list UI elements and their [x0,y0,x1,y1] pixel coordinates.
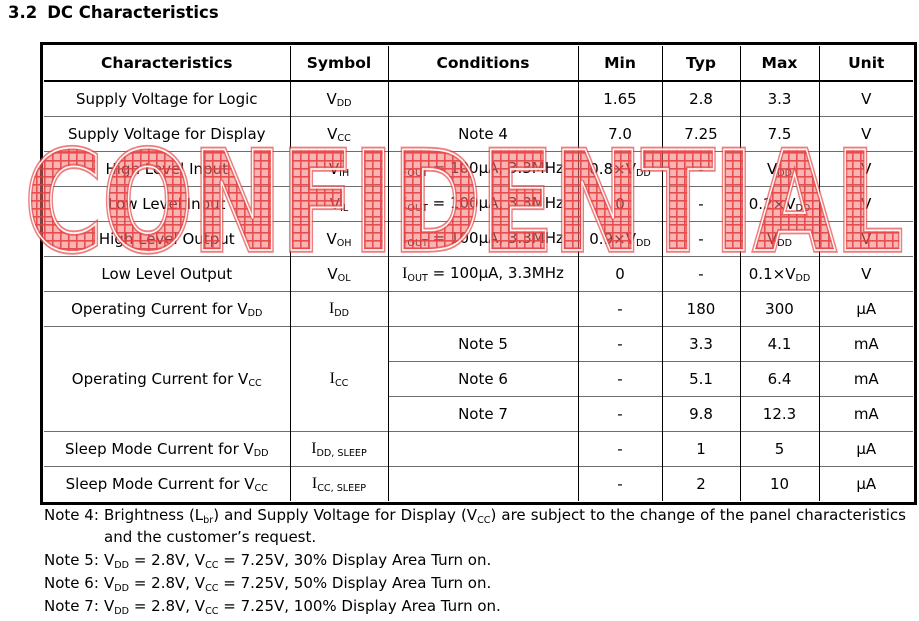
cell-unit: mA [819,396,913,431]
cell-symbol: $I_{DD, SLEEP}$ [290,431,388,466]
cell-min: - [578,361,662,396]
table-row [44,466,913,501]
note-item-5 [40,549,906,571]
cell-symbol: $I_{CC}$ [290,326,388,431]
cell-conditions: Note 7 [388,396,578,431]
section-number: 3.2 [8,3,38,22]
cell-conditions [388,291,578,326]
note-label: Note 7: [44,597,99,615]
cell-unit: V [819,81,913,116]
section-title [8,3,219,22]
cell-typ: - [662,151,740,186]
table-row [44,326,913,361]
table-row [44,81,913,116]
cell-unit: V [819,186,913,221]
cell-typ: 180 [662,291,740,326]
dc-characteristics-table-frame [40,42,917,505]
cell-typ: - [662,186,740,221]
cell-typ: - [662,256,740,291]
col-header-max: Max [740,46,819,81]
note-text: $V_{DD} = 2.8V$, $V_{CC} = 7.25V$, 30% Display Area Turn on. [104,551,492,571]
cell-conditions: $I_{OUT} = 100\mu A$, 3.3MHz [388,151,578,186]
table-row [44,186,913,221]
notes-section [40,504,906,618]
table-row [44,151,913,186]
cell-characteristics: Operating Current for $V_{DD}$ [44,291,290,326]
cell-max: 4.1 [740,326,819,361]
col-header-characteristics: Characteristics [44,46,290,81]
cell-characteristics: Low Level Input [44,186,290,221]
cell-conditions: Note 5 [388,326,578,361]
cell-unit: V [819,151,913,186]
cell-characteristics: Sleep Mode Current for $V_{DD}$ [44,431,290,466]
cell-conditions: $I_{OUT} = 100\mu A$, 3.3MHz [388,186,578,221]
cell-typ: 2.8 [662,81,740,116]
cell-min: 7.0 [578,116,662,151]
note-label: Note 5: [44,551,99,569]
cell-min: $0.9\times V_{DD}$ [578,221,662,256]
cell-symbol: $V_{CC}$ [290,116,388,151]
cell-unit: mA [819,361,913,396]
cell-symbol: $V_{IL}$ [290,186,388,221]
cell-unit: V [819,116,913,151]
table-row [44,431,913,466]
cell-characteristics: Supply Voltage for Display [44,116,290,151]
cell-symbol: $V_{IH}$ [290,151,388,186]
cell-max: 10 [740,466,819,501]
cell-unit: µA [819,466,913,501]
cell-typ: - [662,221,740,256]
header-row [44,46,913,81]
cell-typ: 7.25 [662,116,740,151]
cell-unit: V [819,256,913,291]
cell-max: 5 [740,431,819,466]
note-item-7 [40,595,906,617]
cell-conditions: Note 4 [388,116,578,151]
cell-max: $0.1\times V_{DD}$ [740,256,819,291]
cell-typ: 2 [662,466,740,501]
table-row [44,221,913,256]
cell-min: 1.65 [578,81,662,116]
cell-max: 300 [740,291,819,326]
cell-characteristics: Supply Voltage for Logic [44,81,290,116]
cell-typ: 3.3 [662,326,740,361]
col-header-unit: Unit [819,46,913,81]
cell-characteristics: High Level Input [44,151,290,186]
note-label: Note 4: [44,506,99,524]
cell-typ: 5.1 [662,361,740,396]
cell-max: 7.5 [740,116,819,151]
col-header-min: Min [578,46,662,81]
note-text: $V_{DD} = 2.8V$, $V_{CC} = 7.25V$, 50% Display Area Turn on. [104,574,492,594]
note-item-6 [40,572,906,594]
cell-conditions [388,431,578,466]
cell-unit: V [819,221,913,256]
note-text: $V_{DD} = 2.8V$, $V_{CC} = 7.25V$, 100% Display Area Turn on. [104,597,501,617]
cell-min: - [578,396,662,431]
cell-conditions: Note 6 [388,361,578,396]
cell-max: $V_{DD}$ [740,151,819,186]
dc-characteristics-table [44,46,913,501]
cell-unit: µA [819,291,913,326]
cell-symbol: $V_{OH}$ [290,221,388,256]
cell-max: 3.3 [740,81,819,116]
cell-max: 6.4 [740,361,819,396]
cell-characteristics: High Level Output [44,221,290,256]
cell-conditions: $I_{OUT} = 100\mu A$, 3.3MHz [388,221,578,256]
table-row [44,291,913,326]
cell-max: $V_{DD}$ [740,221,819,256]
cell-unit: µA [819,431,913,466]
cell-max: 12.3 [740,396,819,431]
section-heading: DC Characteristics [47,3,219,22]
cell-symbol: $V_{DD}$ [290,81,388,116]
cell-characteristics: Sleep Mode Current for $V_{CC}$ [44,466,290,501]
col-header-symbol: Symbol [290,46,388,81]
cell-conditions [388,466,578,501]
watermark-text-inline: CONFIDENTIAL [25,136,904,264]
cell-conditions [388,81,578,116]
table-row [44,256,913,291]
cell-characteristics: Low Level Output [44,256,290,291]
cell-symbol: $V_{OL}$ [290,256,388,291]
cell-typ: 1 [662,431,740,466]
note-label: Note 6: [44,574,99,592]
note-item-4 [40,504,906,548]
cell-max: $0.2\times V_{DD}$ [740,186,819,221]
cell-unit: mA [819,326,913,361]
table-row [44,116,913,151]
watermark-text-outline: CONFIDENTIAL [25,136,904,264]
cell-conditions: $I_{OUT} = 100\mu A$, 3.3MHz [388,256,578,291]
note-text: Brightness $(L_{br})$ and Supply Voltage for Display $(V_{CC})$ are subject to the change of the panel characteristics and the customer’s request. [104,506,906,546]
col-header-conditions: Conditions [388,46,578,81]
cell-symbol: $I_{CC, SLEEP}$ [290,466,388,501]
cell-typ: 9.8 [662,396,740,431]
cell-min: $0.8\times V_{DD}$ [578,151,662,186]
col-header-typ: Typ [662,46,740,81]
cell-min: - [578,431,662,466]
cell-min: 0 [578,186,662,221]
cell-min: - [578,466,662,501]
cell-min: 0 [578,256,662,291]
cell-characteristics: Operating Current for $V_{CC}$ [44,326,290,431]
cell-min: - [578,291,662,326]
cell-symbol: $I_{DD}$ [290,291,388,326]
cell-min: - [578,326,662,361]
